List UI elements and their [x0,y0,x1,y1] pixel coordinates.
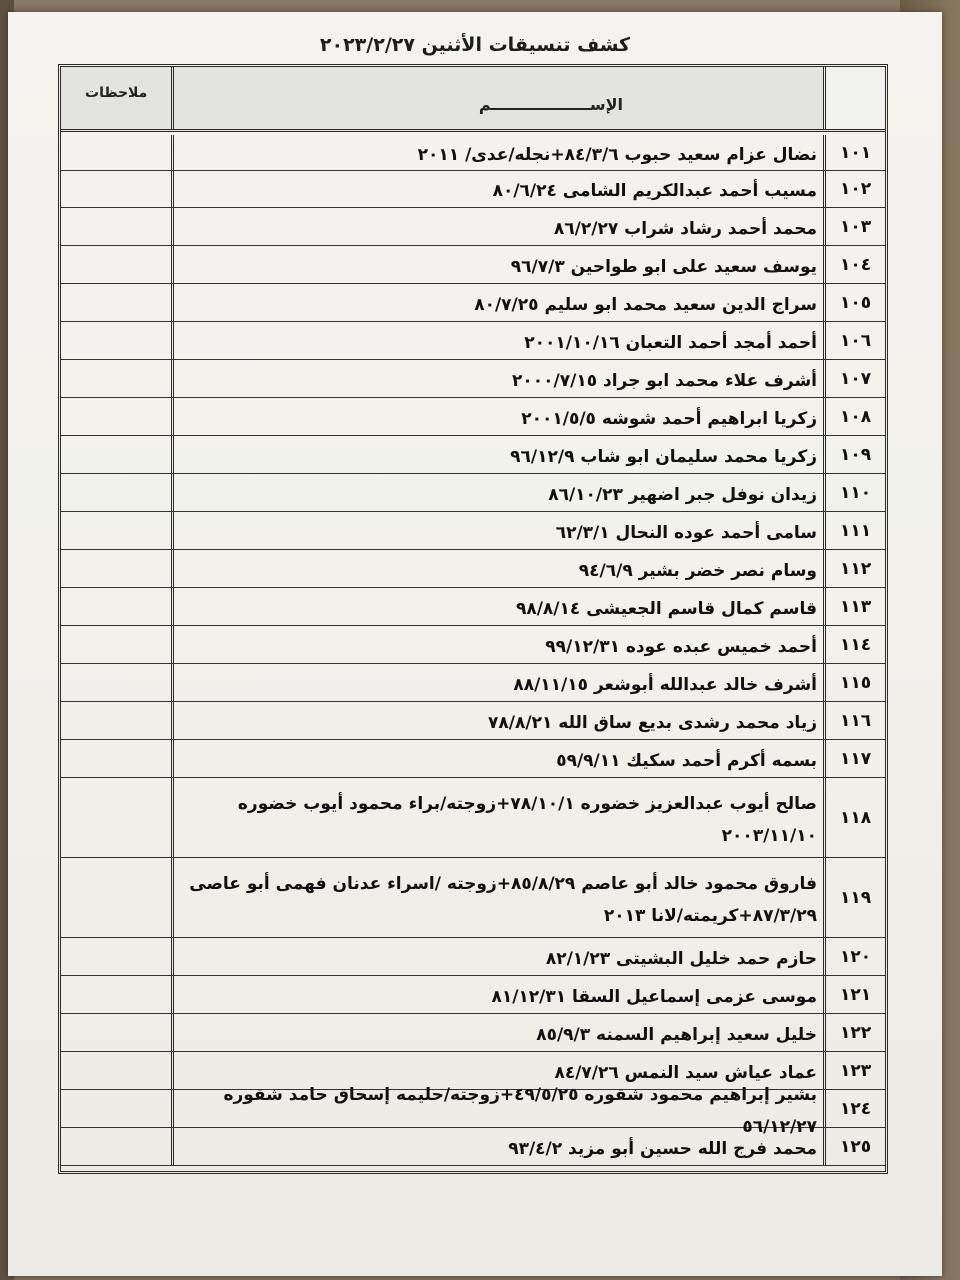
page-title: كشف تنسيقات الأثنين ٢٠٢٣/٢/٢٧ [319,34,631,56]
row-notes [61,702,171,739]
row-name: زيدان نوفل جبر اضهير ٨٦/١٠/٢٣ [171,474,823,511]
table-row [61,284,885,322]
table-row [61,778,885,858]
table-row [61,398,885,436]
row-notes [61,976,171,1013]
row-notes [61,1090,171,1127]
row-notes [61,135,171,170]
table-row [61,588,885,626]
row-name: زكريا محمد سليمان ابو شاب ٩٦/١٢/٩ [171,436,823,473]
row-notes [61,474,171,511]
row-number: ١٠٨ [823,398,885,435]
row-number: ١٠٦ [823,322,885,359]
row-name: وسام نصر خضر بشير ٩٤/٦/٩ [171,550,823,587]
row-number: ١١٢ [823,550,885,587]
row-notes [61,858,171,937]
table-row [61,664,885,702]
table-header [61,67,885,132]
row-name: سراج الدين سعيد محمد ابو سليم ٨٠/٧/٢٥ [171,284,823,321]
row-name: حازم حمد خليل البشيتى ٨٢/١/٢٣ [171,938,823,975]
row-notes [61,171,171,207]
row-number: ١٢١ [823,976,885,1013]
row-number: ١٢٠ [823,938,885,975]
row-number: ١٠١ [823,135,885,170]
header-name-label: الإســــــــــــــــــم [478,95,623,114]
row-number: ١٢٤ [823,1090,885,1127]
row-number: ١١٤ [823,626,885,663]
row-name: عماد عياش سيد النمس ٨٤/٧/٢٦ [171,1052,823,1089]
row-name: موسى عزمى إسماعيل السقا ٨١/١٢/٣١ [171,976,823,1013]
row-number: ١١١ [823,512,885,549]
table-row [61,976,885,1014]
row-name: فاروق محمود خالد أبو عاصم ٨٥/٨/٢٩+زوجته /اسراء عدنان فهمى أبو عاصى ٨٧/٣/٢٩+كريمته/لانا ٢٠١٣ [171,858,823,937]
row-number: ١١٥ [823,664,885,701]
row-number: ١٠٩ [823,436,885,473]
table-row [61,1014,885,1052]
row-number: ١٠٥ [823,284,885,321]
table-row [61,938,885,976]
row-notes [61,778,171,857]
row-number: ١١٦ [823,702,885,739]
table-body [61,135,885,1166]
row-notes [61,550,171,587]
row-number: ١٢٥ [823,1128,885,1165]
row-notes [61,360,171,397]
table-row [61,702,885,740]
row-name: أحمد خميس عبده عوده ٩٩/١٢/٣١ [171,626,823,663]
row-name: خليل سعيد إبراهيم السمنه ٨٥/٩/٣ [171,1014,823,1051]
row-number: ١١٨ [823,778,885,857]
row-notes [61,1128,171,1165]
row-number: ١٢٢ [823,1014,885,1051]
row-notes [61,588,171,625]
row-number: ١٢٣ [823,1052,885,1089]
table-row [61,740,885,778]
table-row [61,171,885,208]
row-name: زكريا ابراهيم أحمد شوشه ٢٠٠١/٥/٥ [171,398,823,435]
table-row [61,135,885,171]
row-notes [61,1052,171,1089]
row-notes [61,398,171,435]
row-name: بسمه أكرم أحمد سكيك ٥٩/٩/١١ [171,740,823,777]
row-name: يوسف سعيد على ابو طواحين ٩٦/٧/٣ [171,246,823,283]
table-row [61,512,885,550]
header-notes-cell [61,67,171,129]
row-number: ١١٩ [823,858,885,937]
row-notes [61,436,171,473]
paper-sheet [8,12,942,1276]
row-notes [61,938,171,975]
row-number: ١٠٤ [823,246,885,283]
row-notes [61,322,171,359]
table-row [61,322,885,360]
table-row [61,626,885,664]
row-name: أشرف علاء محمد ابو جراد ٢٠٠٠/٧/١٥ [171,360,823,397]
row-number: ١١٣ [823,588,885,625]
row-number: ١١٧ [823,740,885,777]
row-name: بشير إبراهيم محمود شقوره ٤٩/٥/٢٥+زوجته/حليمه إسحاق حامد شقوره ٥٦/١٢/٢٧ [171,1090,823,1127]
row-number: ١٠٣ [823,208,885,245]
table-row [61,1084,885,1137]
table-row [61,436,885,474]
row-number: ١٠٢ [823,171,885,207]
table-row [61,1128,885,1166]
row-name: نضال عزام سعيد حبوب ٨٤/٣/٦+نجله/عدى/ ٢٠١١ [171,135,823,170]
row-notes [61,246,171,283]
row-name: محمد فرج الله حسين أبو مزيد ٩٣/٤/٢ [171,1128,823,1165]
row-number: ١٠٧ [823,360,885,397]
table-row [61,246,885,284]
row-notes [61,626,171,663]
table-row [61,360,885,398]
header-notes-label: ملاحظات [85,85,148,101]
row-notes [61,664,171,701]
row-name: صالح أيوب عبدالعزيز خضوره ٧٨/١٠/١+زوجته/براء محمود أيوب خضوره ٢٠٠٣/١١/١٠ [171,778,823,857]
table-row [61,474,885,512]
row-notes [61,284,171,321]
row-name: مسيب أحمد عبدالكريم الشامى ٨٠/٦/٢٤ [171,171,823,207]
row-notes [61,740,171,777]
row-name: قاسم كمال قاسم الجعيشى ٩٨/٨/١٤ [171,588,823,625]
row-name: أحمد أمجد أحمد التعبان ٢٠٠١/١٠/١٦ [171,322,823,359]
table-row [61,858,885,938]
header-number-cell [823,67,885,129]
row-name: أشرف خالد عبدالله أبوشعر ٨٨/١١/١٥ [171,664,823,701]
row-notes [61,208,171,245]
table-row [61,550,885,588]
names-table [58,64,888,1174]
row-name: سامى أحمد عوده النحال ٦٢/٣/١ [171,512,823,549]
row-name: زياد محمد رشدى بديع ساق الله ٧٨/٨/٢١ [171,702,823,739]
row-number: ١١٠ [823,474,885,511]
row-notes [61,512,171,549]
row-name: محمد أحمد رشاد شراب ٨٦/٢/٢٧ [171,208,823,245]
header-name-cell [171,67,823,129]
table-row [61,208,885,246]
row-notes [61,1014,171,1051]
